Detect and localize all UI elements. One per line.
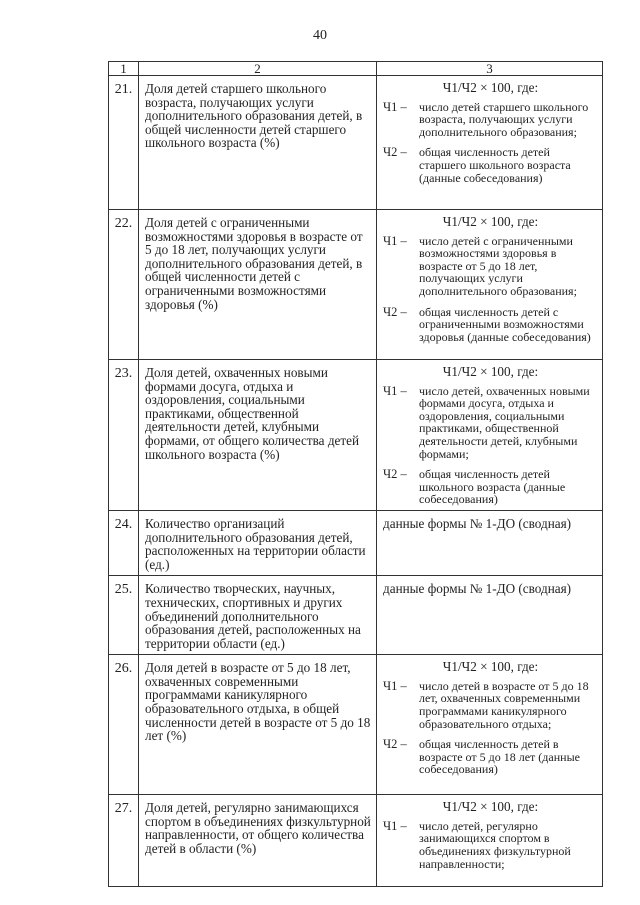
column-header-3: 3 — [377, 62, 603, 76]
definition-text: число детей, регулярно занимающихся спортом в объединениях физкультурной направленности; — [419, 818, 571, 871]
row-number: 23. — [109, 360, 139, 511]
indicator-description: Доля детей с ограниченными возможностями здоровья в возрасте от 5 до 18 лет, получающих услуги дополнительного образования детей, в общей численности детей с ограниченными возможностями здоровья (%) — [139, 210, 377, 360]
definition-text: число детей старшего школьного возраста, получающих услуги дополнительного образования; — [419, 99, 589, 139]
row-number: 25. — [109, 576, 139, 655]
definition-text: общая численность детей школьного возраста (данные собеседования) — [419, 467, 566, 507]
row-number: 26. — [109, 655, 139, 795]
definition-term: Ч2 – — [383, 145, 407, 160]
calculation-method — [377, 655, 603, 795]
definition-term: Ч2 – — [383, 467, 407, 482]
definition-term: Ч1 – — [383, 99, 407, 114]
row-number: 27. — [109, 795, 139, 887]
column-header-1: 1 — [109, 62, 139, 76]
definition-term: Ч2 – — [383, 737, 407, 752]
indicator-description: Доля детей, регулярно занимающихся спортом в объединениях физкультурной направленности, от общего количества детей в области (%) — [139, 795, 377, 887]
indicator-description: Доля детей в возрасте от 5 до 18 лет, охваченных современными программами каникулярного образовательного отдыха, в общей численности детей в возрасте от 5 до 18 лет (%) — [139, 655, 377, 795]
definition-term: Ч1 – — [383, 818, 407, 833]
formula: Ч1/Ч2 × 100, где: — [442, 659, 539, 675]
definition-term: Ч1 – — [383, 233, 407, 248]
data-source: данные формы № 1-ДО (сводная) — [383, 515, 572, 531]
calculation-method — [377, 210, 603, 360]
data-source: данные формы № 1-ДО (сводная) — [383, 581, 572, 597]
table-row — [109, 576, 603, 655]
definition-text: общая численность детей старшего школьного возраста (данные собеседования) — [419, 145, 571, 185]
column-header-2: 2 — [139, 62, 377, 76]
definition-ch1 — [383, 820, 598, 870]
indicator-description: Количество творческих, научных, технических, спортивных и других объединений дополнительного образования детей, расположенных на территории области (ед.) — [139, 576, 377, 655]
definition-ch2 — [383, 468, 598, 506]
definition-ch2 — [383, 738, 598, 776]
definition-term: Ч1 – — [383, 678, 407, 693]
indicators-table — [108, 61, 603, 887]
table-row — [109, 510, 603, 575]
definition-ch2 — [383, 146, 598, 184]
table-row — [109, 210, 603, 360]
page-number: 40 — [313, 28, 327, 43]
calculation-method — [377, 795, 603, 887]
formula: Ч1/Ч2 × 100, где: — [442, 364, 539, 379]
formula: Ч1/Ч2 × 100, где: — [442, 214, 539, 229]
definition-ch1 — [383, 101, 598, 139]
definition-ch1 — [383, 235, 598, 298]
definition-ch2 — [383, 306, 598, 344]
definition-term: Ч2 – — [383, 304, 407, 319]
definition-text: число детей в возрасте от 5 до 18 лет, охваченных современными программами каникулярного образовательного отдыха; — [419, 678, 589, 731]
definition-text: общая численность детей с ограниченными возможностями здоровья (данные собеседования) — [419, 304, 591, 344]
calculation-method — [377, 576, 603, 655]
table-row — [109, 360, 603, 511]
definition-text: общая численность детей в возрасте от 5 до 18 лет (данные собеседования) — [419, 737, 580, 777]
calculation-method — [377, 510, 603, 575]
calculation-method — [377, 76, 603, 210]
indicator-description: Количество организаций дополнительного образования детей, расположенных на территории области (ед.) — [139, 510, 377, 575]
definition-ch1 — [383, 385, 598, 461]
definition-text: число детей с ограниченными возможностями здоровья в возрасте от 5 до 18 лет, получающих услуги дополнительного образования; — [419, 233, 577, 298]
row-number: 24. — [109, 510, 139, 575]
table-row — [109, 655, 603, 795]
table-header-row — [109, 62, 603, 76]
row-number: 22. — [109, 210, 139, 360]
formula: Ч1/Ч2 × 100, где: — [442, 799, 539, 815]
definition-ch1 — [383, 680, 598, 730]
calculation-method — [377, 360, 603, 511]
table-row — [109, 76, 603, 210]
table-row — [109, 795, 603, 887]
indicator-description: Доля детей старшего школьного возраста, получающих услуги дополнительного образования детей, в общей численности детей старшего школьного возраста (%) — [139, 76, 377, 210]
definition-text: число детей, охваченных новыми формами досуга, отдыха и оздоровления, социальными практиками, общественной деятельности детей, клубными формами; — [419, 383, 590, 461]
definition-term: Ч1 – — [383, 383, 407, 398]
row-number: 21. — [109, 76, 139, 210]
formula: Ч1/Ч2 × 100, где: — [442, 80, 539, 95]
indicator-description: Доля детей, охваченных новыми формами досуга, отдыха и оздоровления, социальными практиками, общественной деятельности детей, клубными формами, от общего количества детей школьного возраста (%) — [139, 360, 377, 511]
